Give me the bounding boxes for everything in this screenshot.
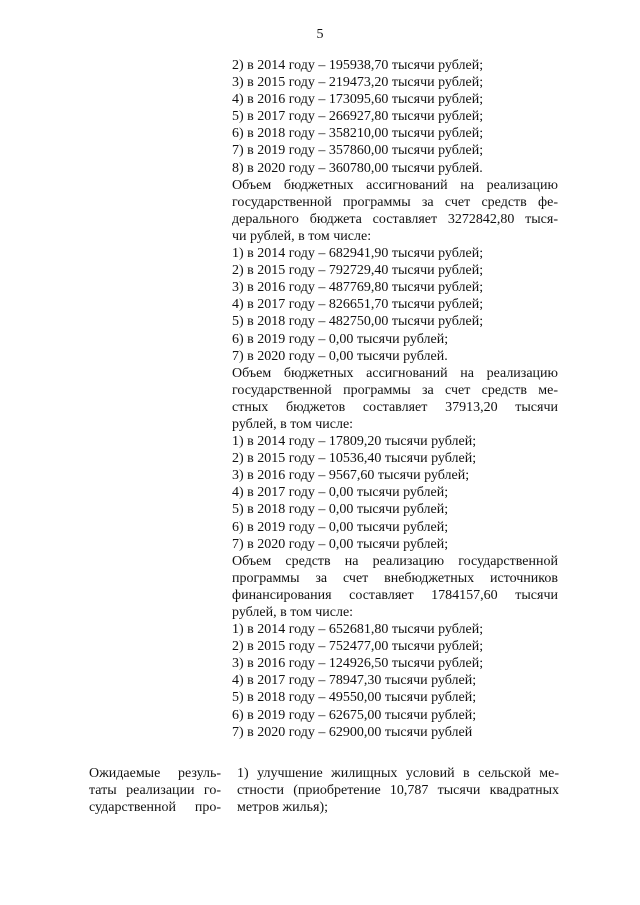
- list-item: 7) в 2020 году – 0,00 тысячи рублей;: [232, 536, 449, 552]
- program-funding-section: [232, 57, 558, 741]
- list-item: 4) в 2017 году – 78947,30 тысячи рублей;: [232, 673, 477, 689]
- list-item: 8) в 2020 году – 360780,00 тысячи рублей.: [232, 160, 483, 176]
- local-funding-paragraph: [232, 365, 558, 433]
- expected-results-label: [89, 765, 221, 816]
- list-item: 1) в 2014 году – 652681,80 тысячи рублей;: [232, 622, 484, 638]
- paragraph-line: метров жилья);: [237, 800, 328, 816]
- list-item: 1) в 2014 году – 17809,20 тысячи рублей;: [232, 434, 477, 450]
- list-item: 4) в 2017 году – 826651,70 тысячи рублей;: [232, 297, 484, 313]
- page-number: 5: [316, 27, 324, 42]
- paragraph-line: рублей, в том числе:: [232, 416, 354, 432]
- list-item: 5) в 2018 году – 0,00 тысячи рублей;: [232, 502, 449, 518]
- list-item: 7) в 2020 году – 62900,00 тысячи рублей: [232, 724, 473, 740]
- paragraph-line: финансирования составляет 1784157,60 тысячи: [232, 587, 558, 603]
- list-item: 6) в 2019 году – 62675,00 тысячи рублей;: [232, 707, 477, 723]
- list-item: 2) в 2015 году – 792729,40 тысячи рублей;: [232, 263, 484, 279]
- list-item: 1) в 2014 году – 682941,90 тысячи рублей;: [232, 246, 484, 262]
- list-item: 3) в 2016 году – 9567,60 тысячи рублей;: [232, 468, 470, 484]
- list-item: 6) в 2019 году – 0,00 тысячи рублей;: [232, 519, 449, 535]
- list-item: 3) в 2015 году – 219473,20 тысячи рублей;: [232, 75, 484, 91]
- list-item: 2) в 2015 году – 10536,40 тысячи рублей;: [232, 451, 477, 467]
- federal-funding-list: [232, 245, 558, 365]
- list-item: 6) в 2019 году – 0,00 тысячи рублей;: [232, 331, 449, 347]
- label-line: Ожидаемые резуль-: [89, 766, 221, 781]
- list-item: 3) в 2016 году – 124926,50 тысячи рублей;: [232, 656, 484, 672]
- paragraph-line: Объем средств на реализацию государственной: [232, 553, 558, 569]
- list-item: 4) в 2016 году – 173095,60 тысячи рублей;: [232, 92, 484, 108]
- expected-results-text: [237, 765, 559, 816]
- paragraph-line: 1) улучшение жилищных условий в сельской ме-: [237, 766, 559, 781]
- list-item: 3) в 2016 году – 487769,80 тысячи рублей;: [232, 280, 484, 296]
- list-item: 4) в 2017 году – 0,00 тысячи рублей;: [232, 485, 449, 501]
- paragraph-line: Объем бюджетных ассигнований на реализацию: [232, 365, 558, 381]
- federal-funding-paragraph: [232, 177, 558, 245]
- paragraph-line: рублей, в том числе:: [232, 605, 354, 620]
- paragraph-line: Объем бюджетных ассигнований на реализацию: [232, 177, 558, 193]
- local-funding-list: [232, 433, 558, 553]
- paragraph-line: государственной программы за счет средств ме-: [232, 382, 558, 398]
- paragraph-line: стности (приобретение 10,787 тысячи квадратных: [237, 783, 559, 799]
- label-line: таты реализации го-: [89, 783, 221, 799]
- list-item: 7) в 2019 году – 357860,00 тысячи рублей;: [232, 143, 484, 159]
- paragraph-line: государственной программы за счет средств фе-: [232, 194, 558, 210]
- offbudget-funding-list: [232, 621, 558, 741]
- paragraph-line: чи рублей, в том числе:: [232, 228, 372, 244]
- list-item: 7) в 2020 году – 0,00 тысячи рублей.: [232, 348, 448, 364]
- label-line: сударственной про-: [89, 800, 221, 816]
- paragraph-line: программы за счет внебюджетных источников: [232, 570, 558, 586]
- list-item: 5) в 2018 году – 49550,00 тысячи рублей;: [232, 690, 477, 706]
- list-item: 2) в 2014 году – 195938,70 тысячи рублей;: [232, 58, 484, 73]
- list-item: 2) в 2015 году – 752477,00 тысячи рублей;: [232, 639, 484, 655]
- paragraph-line: стных бюджетов составляет 37913,20 тысячи: [232, 399, 558, 415]
- paragraph-line: дерального бюджета составляет 3272842,80 тыся-: [232, 211, 558, 227]
- offbudget-funding-paragraph: [232, 553, 558, 621]
- list-item: 5) в 2017 году – 266927,80 тысячи рублей;: [232, 109, 484, 125]
- list-item: 5) в 2018 году – 482750,00 тысячи рублей;: [232, 314, 484, 330]
- list-item: 6) в 2018 году – 358210,00 тысячи рублей;: [232, 126, 484, 142]
- regional-funding-list: [232, 57, 558, 177]
